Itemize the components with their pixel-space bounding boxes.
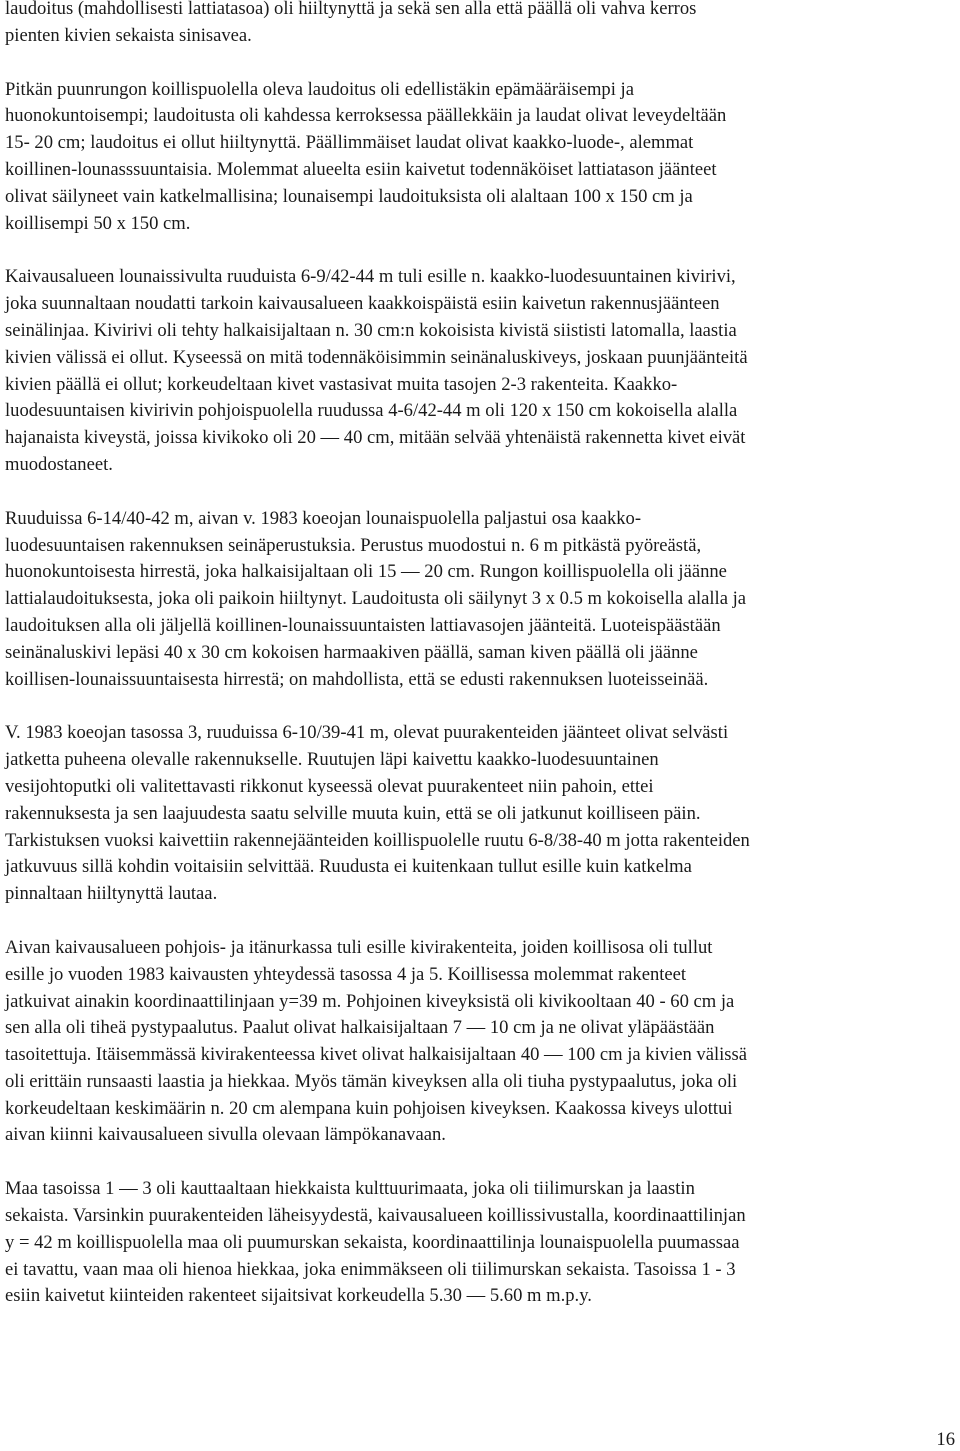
text-line: seinänaluskivi lepäsi 40 x 30 cm kokoisen harmaakiven päällä, saman kiven päällä oli jäänne (5, 641, 698, 663)
paragraph (5, 720, 955, 908)
text-line: huonokuntoisempi; laudoitusta oli kahdessa kerroksessa päällekkäin ja laudat olivat leveydeltään (5, 105, 727, 127)
paragraph (5, 264, 955, 478)
text-line: 15- 20 cm; laudoitus ei ollut hiiltynyttä. Päällimmäiset laudat olivat kaakko-luode-, alemmat (5, 132, 694, 154)
text-line: jatkuvuus sillä kohdin voitaisiin selvittää. Ruudusta ei kuitenkaan tullut esille kuin katkelma (5, 856, 692, 878)
text-line: korkeudeltaan keskimäärin n. 20 cm alempana kuin pohjoisen kiveyksen. Kaakossa kiveys ulottui (5, 1097, 733, 1119)
text-line: laudoituksen alla oli jäljellä koillinen-lounaissuuntaisten lattiavasojen jäänteitä. Luoteispäästään (5, 614, 721, 636)
text-line: V. 1983 koeojan tasossa 3, ruuduissa 6-10/39-41 m, olevat puurakenteiden jäänteet olivat selvästi (5, 722, 729, 744)
text-line: y = 42 m koillispuolella maa oli puumurskan sekaista, koordinaattilinja lounaispuolella puumassaa (5, 1231, 740, 1253)
text-line: Kaivausalueen lounaissivulta ruuduista 6-9/42-44 m tuli esille n. kaakko-luodesuuntainen kivirivi, (5, 266, 736, 288)
text-line: huonokuntoisesta hirrestä, joka halkaisijaltaan oli 15 — 20 cm. Rungon koillispuolella oli jäänne (5, 561, 727, 583)
text-line: koillisen-lounaissuuntaisesta hirrestä; on mahdollista, että se edusti rakennuksen luoteisseinää. (5, 668, 709, 690)
text-line: esiin kaivetut kiinteiden rakenteet sijaitsivat korkeudella 5.30 — 5.60 m m.p.y. (5, 1285, 592, 1307)
text-line: tasoitettuja. Itäisemmässä kivirakenteessa kivet olivat halkaisijaltaan 40 — 100 cm ja kivien välissä (5, 1044, 747, 1066)
paragraph (5, 0, 955, 50)
text-line: jatkuivat ainakin koordinaattilinjaan y=39 m. Pohjoinen kiveyksistä oli kivikooltaan 40 - 60 cm ja (5, 990, 735, 1012)
text-line: Tarkistuksen vuoksi kaivettiin rakennejäänteiden koillispuolelle ruutu 6-8/38-40 m jotta rakenteiden (5, 829, 750, 851)
text-line: kivien päällä ei ollut; korkeudeltaan kivet vastasivat muita tasojen 2-3 rakenteita. Kaakko- (5, 373, 678, 395)
paragraph (5, 935, 955, 1149)
text-line: kivien välissä ei ollut. Kyseessä on mitä todennäköisimmin seinänaluskiveys, joskaan puunjäänteitä (5, 346, 748, 368)
text-line: pienten kivien sekaista sinisavea. (5, 24, 252, 46)
text-line: ei tavattu, vaan maa oli hienoa hiekkaa, joka enimmäkseen oli tiilimurskan sekaista. Tasoissa 1 - 3 (5, 1258, 736, 1280)
text-line: aivan kiinni kaivausalueen sivulla olevaan lämpökanavaan. (5, 1124, 446, 1146)
text-line: pinnaltaan hiiltynyttä lautaa. (5, 883, 218, 905)
text-line: joka suunnaltaan noudatti tarkoin kaivausalueen kaakkoispäistä esiin kaivetun rakennusjäänteen (5, 293, 720, 315)
text-line: laudoitus (mahdollisesti lattiatasoa) oli hiiltynyttä ja sekä sen alla että päällä oli vahva kerros (5, 0, 697, 19)
text-line: hajanaista kiveystä, joissa kivikoko oli 20 — 40 cm, mitään selvää yhtenäistä rakennetta kivet eivät (5, 427, 746, 449)
text-line: Ruuduissa 6-14/40-42 m, aivan v. 1983 koeojan lounaispuolella paljastui osa kaakko- (5, 507, 642, 529)
text-line: luodesuuntaisen kivirivin pohjoispuolella ruudussa 4-6/42-44 m oli 120 x 150 cm kokoisella alalla (5, 400, 738, 422)
text-line: Aivan kaivausalueen pohjois- ja itänurkassa tuli esille kivirakenteita, joiden koillisosa oli tullut (5, 936, 713, 958)
text-line: koillinen-lounasssuuntaisia. Molemmat alueelta esiin kaivetut todennäköiset lattiatason jäänteet (5, 158, 717, 180)
text-line: Pitkän puunrungon koillispuolella oleva laudoitus oli edellistäkin epämääräisempi ja (5, 78, 634, 100)
text-line: esille jo vuoden 1983 kaivausten yhteydessä tasossa 4 ja 5. Koillisessa molemmat rakenteet (5, 963, 687, 985)
text-line: rakennuksesta ja sen laajuudesta saatu selville muuta kuin, että se oli jatkunut koilliseen päin. (5, 802, 701, 824)
text-line: oli erittäin runsaasti laastia ja hiekkaa. Myös tämän kiveyksen alla oli tiuha pystypaalutus, joka oli (5, 1070, 738, 1092)
text-line: olivat säilyneet vain katkelmallisina; lounaisempi laudoituksista oli alaltaan 100 x 150 cm ja (5, 185, 693, 207)
text-line: lattialaudoituksesta, joka oli paikoin hiiltynyt. Laudoitusta oli säilynyt 3 x 0.5 m kokoisella alalla ja (5, 588, 747, 610)
text-line: seinälinjaa. Kivirivi oli tehty halkaisijaltaan n. 30 cm:n kokoisista kivistä siististi latomalla, laastia (5, 319, 737, 341)
body-text (5, 0, 955, 1337)
paragraph (5, 506, 955, 694)
text-line: Maa tasoissa 1 — 3 oli kauttaaltaan hiekkaista kulttuurimaata, joka oli tiilimurskan ja laastin (5, 1178, 695, 1200)
paragraph (5, 77, 955, 238)
paragraph (5, 1176, 955, 1310)
text-line: jatketta puheena olevalle rakennukselle. Ruutujen läpi kaivettu kaakko-luodesuuntainen (5, 749, 659, 771)
text-line: luodesuuntaisen rakennuksen seinäperustuksia. Perustus muodostui n. 6 m pitkästä pyöreästä, (5, 534, 702, 556)
text-line: vesijohtoputki oli valitettavasti rikkonut kyseessä olevat puurakenteet niin pahoin, ettei (5, 775, 654, 797)
text-line: koillisempi 50 x 150 cm. (5, 212, 191, 234)
text-line: sen alla oli tiheä pystypaalutus. Paalut olivat halkaisijaltaan 7 — 10 cm ja ne olivat yläpäästään (5, 1017, 715, 1039)
text-line: muodostaneet. (5, 453, 113, 475)
page-number: 16 (936, 1429, 955, 1450)
text-line: sekaista. Varsinkin puurakenteiden läheisyydestä, kaivausalueen koillissivustalla, koordinaattilinjan (5, 1205, 746, 1227)
